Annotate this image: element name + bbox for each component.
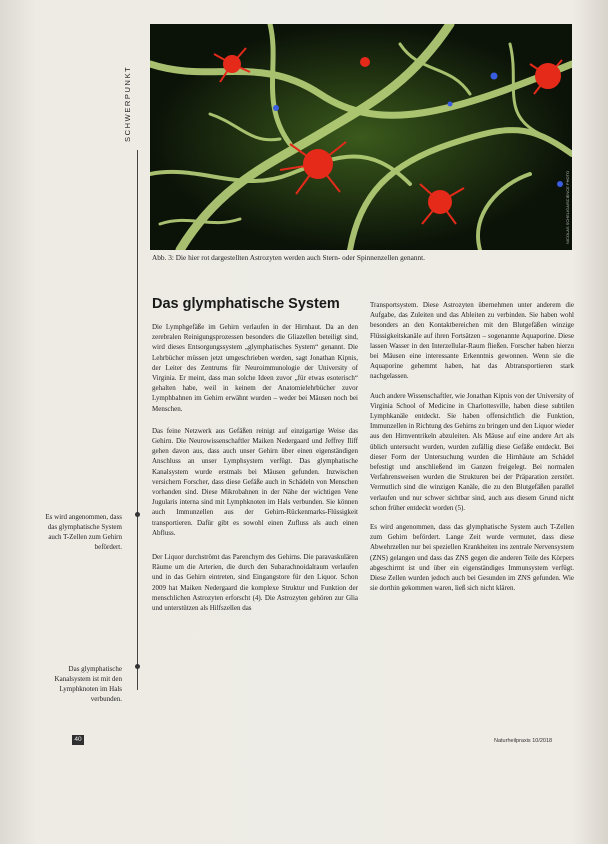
pullquote-bullet [135,664,140,669]
paragraph: Es wird angenommen, dass das glymphatische System auch T-Zellen zum Gehirn befördert. Lange Zeit wurde vermutet, dass diese Abwehrzellen nur bei speziellen Krankheiten ins zentrale Nervensystem (ZNS) gelangen und dass das ZNS gegen die anderen Teile des Körpers abgeschirmt ist und über ein eigenständiges Immunsystem verfügt. Diese Zellen wurden jedoch auch bei Gesunden im ZNS gefunden. Wie sie dorthin gekommen waren, ließ sich nicht klären. [370,523,574,593]
paragraph: Auch andere Wissenschaftler, wie Jonathan Kipnis von der University of Virginia School of Medicine in Charlottesville, haben diese subtilen Lymphkanäle entdeckt. Sie haben offensichtlich die Funktion, Immunzellen in Richtung des Gehirns zu bringen und den Liquor wieder aus den Hirnventrikeln abzuleiten. Als Mäuse auf eine andere Art als üblich untersucht wurden, wurden zufällig diese Gefäße entdeckt. Bei dieser Form der Untersuchung wurden die Hirnhäute am Schädel befestigt und anschließend im Ganzen freigelegt. Bei normalen Verfahrensweisen wurden die Strukturen bei der Präparation zerstört. Vermutlich sind die winzigen Kanäle, die zu den Blutgefäßen parallel verlaufen und nur schwer sichtbar sind, auch aus diesem Grund nicht schon früher entdeckt worden (5). [370,391,574,512]
column-divider [137,150,138,690]
journal-issue: Naturheilpraxis 10/2018 [494,738,553,744]
page-number: 40 [72,735,84,745]
article-title: Das glymphatische System [152,296,340,312]
paragraph: Das feine Netzwerk aus Gefäßen reinigt auf einzigartige Weise das Gehirn. Die Neurowissenschaftler Maiken Nedergaard und Jeffrey Iliff gehen davon aus, dass auch unser Gehirn über einen eigenständigen Anschluss an unser Lymphsystem verfügt. Das glymphatische Kanalsystem wurde erstmals bei Mäusen gefunden. Inzwischen versichern Forscher, dass diese Gefäße auch in Schädeln von Menschen vorhanden sind. Diese Mikrobahnen in der Nähe der wichtigen Vene Jugularis interna sind mit Lymphknoten im Hals verbunden. Sie können auch Immunzellen aus der Gehirn-Rückenmarks-Flüssigkeit transportieren. Dafür gibt es sowohl einen Zufluss als auch einen Abfluss. [152,426,358,537]
pullquote: Das glymphatische Kanalsystem ist mit den Lymphknoten im Hals verbunden. [54,665,122,703]
paragraph: Transportsystem. Diese Astrozyten übernehmen unter anderem die Aufgabe, das Zuleiten und das Ableiten zu verbinden. Sie haben wohl besonders an den Kontaktbereichen mit den Blutgefäßen winzige Flüssigkeitskanäle auf ihren Fortsätzen – sogenannte Aquaporine. Diese lassen Wasser in den Interzellular-Raum fließen. Forscher haben hierzu bei Mäusen eine interessante Erkenntnis gewonnen. Wenn sie die Aquaporine gehemmt haben, hat das Abtransportieren stark nachgelassen. [370,301,574,381]
pullquote-bullet [135,512,140,517]
section-kicker [111,18,132,148]
kicker-label: SCHWERPUNKT [123,65,132,142]
paragraph: Der Liquor durchströmt das Parenchym des Gehirns. Die paravaskulären Räume um die Arterien, die durch den Subarachnoidalraum verlaufen und in das Gehirn eintreten, sind Eingangstore für den Liquor. Schon 2009 hat Maiken Nedergaard die komplexe Struktur und Funktion der menschlichen Astrozyten erforscht (4). Die Astrozyten gehören zur Glia und unterstützen als Hilfszellen das [152,553,358,613]
pullquote: Es wird angenommen, dass das glymphatische System auch T-Zellen zum Gehirn befördert. [45,513,122,551]
astrocyte-photo [150,24,572,250]
article-column-right [370,300,574,602]
astrocyte-illustration [150,24,572,250]
figure-caption: Abb. 3: Die hier rot dargestellten Astrozyten werden auch Stern- oder Spinnenzellen genannt. [152,253,426,262]
article-column-left [152,322,358,622]
paragraph: Die Lymphgefäße im Gehirn verlaufen in der Hirnhaut. Da an den zerebralen Reinigungsprozessen besonders die Gliazellen beteiligt sind, wird dieses Entsorgungssystem „glymphatisches System“ genannt. Die Lehrbücher müssen jetzt umgeschrieben werden, sagt Jonathan Kipnis, der Leiter des Zentrums für Neuroimmunologie der University of Virginia. Er meint, dass man solche Ideen zuvor „für etwas esoterisch“ gehalten habe, weil in keinem der Anatomielehrbücher zuvor Lymphbahnen im Gehirn erwähnt wurden – weder bei Mäusen noch bei Menschen. [152,323,358,413]
photo-credit: NICOLAS SCHELIGA/SCIENCE PHOTO [565,170,570,244]
